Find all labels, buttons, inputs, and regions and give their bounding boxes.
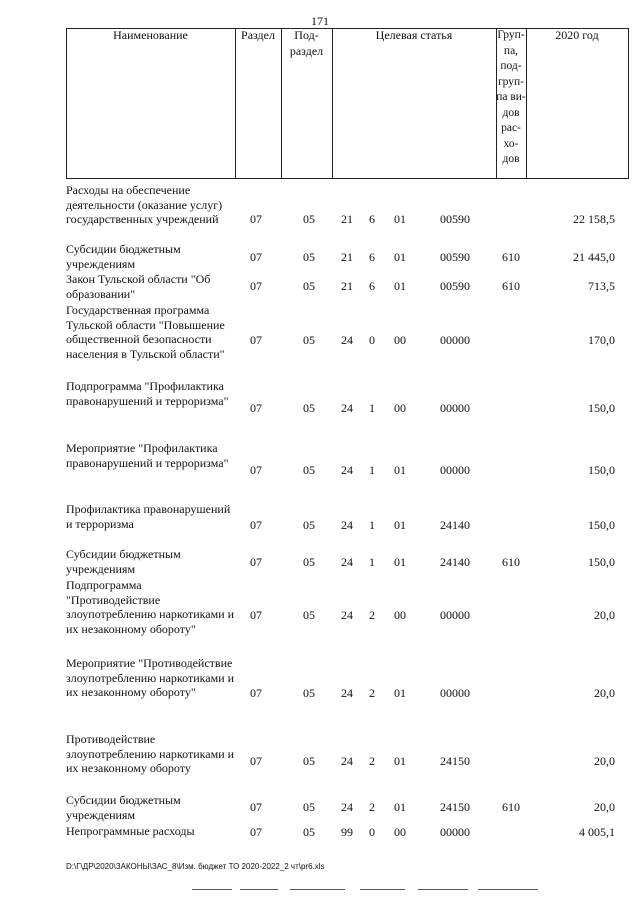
program-code-cell: 24 bbox=[341, 754, 353, 768]
subsection-cell: 05 bbox=[303, 518, 315, 532]
expense-group-cell: 610 bbox=[502, 279, 520, 293]
header-name: Наименование bbox=[113, 28, 188, 42]
divider bbox=[418, 889, 468, 890]
direction-code-cell: 00000 bbox=[440, 608, 470, 622]
event-code-cell: 00 bbox=[394, 333, 406, 347]
subprogram-code-cell: 1 bbox=[369, 401, 375, 415]
header-subsection: Под- раздел bbox=[289, 28, 324, 58]
row-name: Мероприятие "Противодействие злоупотреблению наркотиками и их незаконному обороту" bbox=[66, 656, 235, 699]
row-name: Мероприятие "Профилактика правонарушений и терроризма" bbox=[66, 441, 229, 470]
subsection-cell: 05 bbox=[303, 463, 315, 477]
subprogram-code-cell: 2 bbox=[369, 800, 375, 814]
amount-cell: 150,0 bbox=[588, 518, 615, 532]
amount-cell: 20,0 bbox=[594, 754, 615, 768]
section-cell: 07 bbox=[250, 333, 262, 347]
direction-code-cell: 24150 bbox=[440, 754, 470, 768]
row-name: Субсидии бюджетным учреждениям bbox=[66, 793, 181, 822]
amount-cell: 150,0 bbox=[588, 555, 615, 569]
table-header bbox=[66, 28, 629, 178]
event-code-cell: 01 bbox=[394, 212, 406, 226]
divider bbox=[240, 889, 278, 890]
section-cell: 07 bbox=[250, 212, 262, 226]
section-cell: 07 bbox=[250, 555, 262, 569]
header-target-article: Целевая статья bbox=[375, 28, 453, 42]
amount-cell: 20,0 bbox=[594, 608, 615, 622]
subprogram-code-cell: 2 bbox=[369, 754, 375, 768]
subsection-cell: 05 bbox=[303, 279, 315, 293]
direction-code-cell: 24150 bbox=[440, 800, 470, 814]
event-code-cell: 00 bbox=[394, 608, 406, 622]
row-name: Субсидии бюджетным учреждениям bbox=[66, 242, 181, 271]
divider bbox=[360, 889, 405, 890]
amount-cell: 4 005,1 bbox=[579, 825, 615, 839]
program-code-cell: 24 bbox=[341, 518, 353, 532]
program-code-cell: 24 bbox=[341, 800, 353, 814]
program-code-cell: 24 bbox=[341, 463, 353, 477]
section-cell: 07 bbox=[250, 608, 262, 622]
event-code-cell: 00 bbox=[394, 401, 406, 415]
expense-group-cell: 610 bbox=[502, 800, 520, 814]
subprogram-code-cell: 0 bbox=[369, 825, 375, 839]
program-code-cell: 24 bbox=[341, 401, 353, 415]
direction-code-cell: 00000 bbox=[440, 333, 470, 347]
row-name: Подпрограмма "Профилактика правонарушений и терроризма" bbox=[66, 379, 229, 408]
section-cell: 07 bbox=[250, 250, 262, 264]
subprogram-code-cell: 1 bbox=[369, 463, 375, 477]
section-cell: 07 bbox=[250, 825, 262, 839]
section-cell: 07 bbox=[250, 754, 262, 768]
row-name: Закон Тульской области "Об образовании" bbox=[66, 272, 211, 301]
subprogram-code-cell: 0 bbox=[369, 333, 375, 347]
subsection-cell: 05 bbox=[303, 250, 315, 264]
section-cell: 07 bbox=[250, 686, 262, 700]
subsection-cell: 05 bbox=[303, 754, 315, 768]
event-code-cell: 01 bbox=[394, 518, 406, 532]
divider bbox=[478, 889, 538, 890]
header-year: 2020 год bbox=[555, 28, 599, 42]
event-code-cell: 01 bbox=[394, 555, 406, 569]
row-name: Противодействие злоупотреблению наркотиками и их незаконному обороту bbox=[66, 732, 235, 775]
direction-code-cell: 00000 bbox=[440, 686, 470, 700]
expense-group-cell: 610 bbox=[502, 555, 520, 569]
program-code-cell: 21 bbox=[341, 250, 353, 264]
row-name: Непрограммные расходы bbox=[66, 824, 195, 838]
row-name: Профилактика правонарушений и терроризма bbox=[66, 502, 231, 531]
event-code-cell: 01 bbox=[394, 754, 406, 768]
direction-code-cell: 24140 bbox=[440, 555, 470, 569]
subsection-cell: 05 bbox=[303, 608, 315, 622]
subsection-cell: 05 bbox=[303, 686, 315, 700]
section-cell: 07 bbox=[250, 518, 262, 532]
row-name: Субсидии бюджетным учреждениям bbox=[66, 547, 181, 576]
section-cell: 07 bbox=[250, 279, 262, 293]
program-code-cell: 24 bbox=[341, 555, 353, 569]
program-code-cell: 24 bbox=[341, 686, 353, 700]
section-cell: 07 bbox=[250, 800, 262, 814]
header-expense-group: Груп- па, под- груп- па ви- дов рас- хо- дов bbox=[496, 29, 526, 165]
subprogram-code-cell: 2 bbox=[369, 608, 375, 622]
row-name: Расходы на обеспечение деятельности (оказание услуг) государственных учреждений bbox=[66, 183, 223, 226]
event-code-cell: 01 bbox=[394, 250, 406, 264]
subsection-cell: 05 bbox=[303, 800, 315, 814]
subprogram-code-cell: 6 bbox=[369, 279, 375, 293]
direction-code-cell: 00590 bbox=[440, 250, 470, 264]
subsection-cell: 05 bbox=[303, 333, 315, 347]
direction-code-cell: 00000 bbox=[440, 401, 470, 415]
amount-cell: 20,0 bbox=[594, 800, 615, 814]
amount-cell: 713,5 bbox=[588, 279, 615, 293]
expense-group-cell: 610 bbox=[502, 250, 520, 264]
subprogram-code-cell: 6 bbox=[369, 250, 375, 264]
page-number: 171 bbox=[311, 14, 329, 28]
section-cell: 07 bbox=[250, 401, 262, 415]
event-code-cell: 01 bbox=[394, 800, 406, 814]
subprogram-code-cell: 1 bbox=[369, 518, 375, 532]
amount-cell: 150,0 bbox=[588, 401, 615, 415]
divider bbox=[290, 889, 345, 890]
header-section: Раздел bbox=[241, 28, 275, 42]
direction-code-cell: 00000 bbox=[440, 825, 470, 839]
program-code-cell: 21 bbox=[341, 212, 353, 226]
subsection-cell: 05 bbox=[303, 212, 315, 226]
event-code-cell: 00 bbox=[394, 825, 406, 839]
subsection-cell: 05 bbox=[303, 825, 315, 839]
amount-cell: 150,0 bbox=[588, 463, 615, 477]
event-code-cell: 01 bbox=[394, 686, 406, 700]
amount-cell: 170,0 bbox=[588, 333, 615, 347]
direction-code-cell: 00000 bbox=[440, 463, 470, 477]
row-name: Государственная программа Тульской области "Повышение общественной безопасности населения в Тульской области" bbox=[66, 303, 225, 361]
direction-code-cell: 00590 bbox=[440, 279, 470, 293]
amount-cell: 22 158,5 bbox=[573, 212, 615, 226]
subprogram-code-cell: 6 bbox=[369, 212, 375, 226]
program-code-cell: 21 bbox=[341, 279, 353, 293]
section-cell: 07 bbox=[250, 463, 262, 477]
event-code-cell: 01 bbox=[394, 463, 406, 477]
direction-code-cell: 24140 bbox=[440, 518, 470, 532]
program-code-cell: 99 bbox=[341, 825, 353, 839]
subprogram-code-cell: 1 bbox=[369, 555, 375, 569]
subsection-cell: 05 bbox=[303, 401, 315, 415]
divider bbox=[192, 889, 232, 890]
row-name: Подпрограмма "Противодействие злоупотреблению наркотиками и их незаконному обороту" bbox=[66, 578, 235, 636]
program-code-cell: 24 bbox=[341, 608, 353, 622]
direction-code-cell: 00590 bbox=[440, 212, 470, 226]
subsection-cell: 05 bbox=[303, 555, 315, 569]
program-code-cell: 24 bbox=[341, 333, 353, 347]
event-code-cell: 01 bbox=[394, 279, 406, 293]
subprogram-code-cell: 2 bbox=[369, 686, 375, 700]
amount-cell: 21 445,0 bbox=[573, 250, 615, 264]
amount-cell: 20,0 bbox=[594, 686, 615, 700]
file-path-footer: D:\Г\ДР\2020\ЗАКОНЫ\ЗАС_8\Изм. бюджет ТО 2020-2022_2 чт\pr6.xls bbox=[66, 862, 325, 871]
